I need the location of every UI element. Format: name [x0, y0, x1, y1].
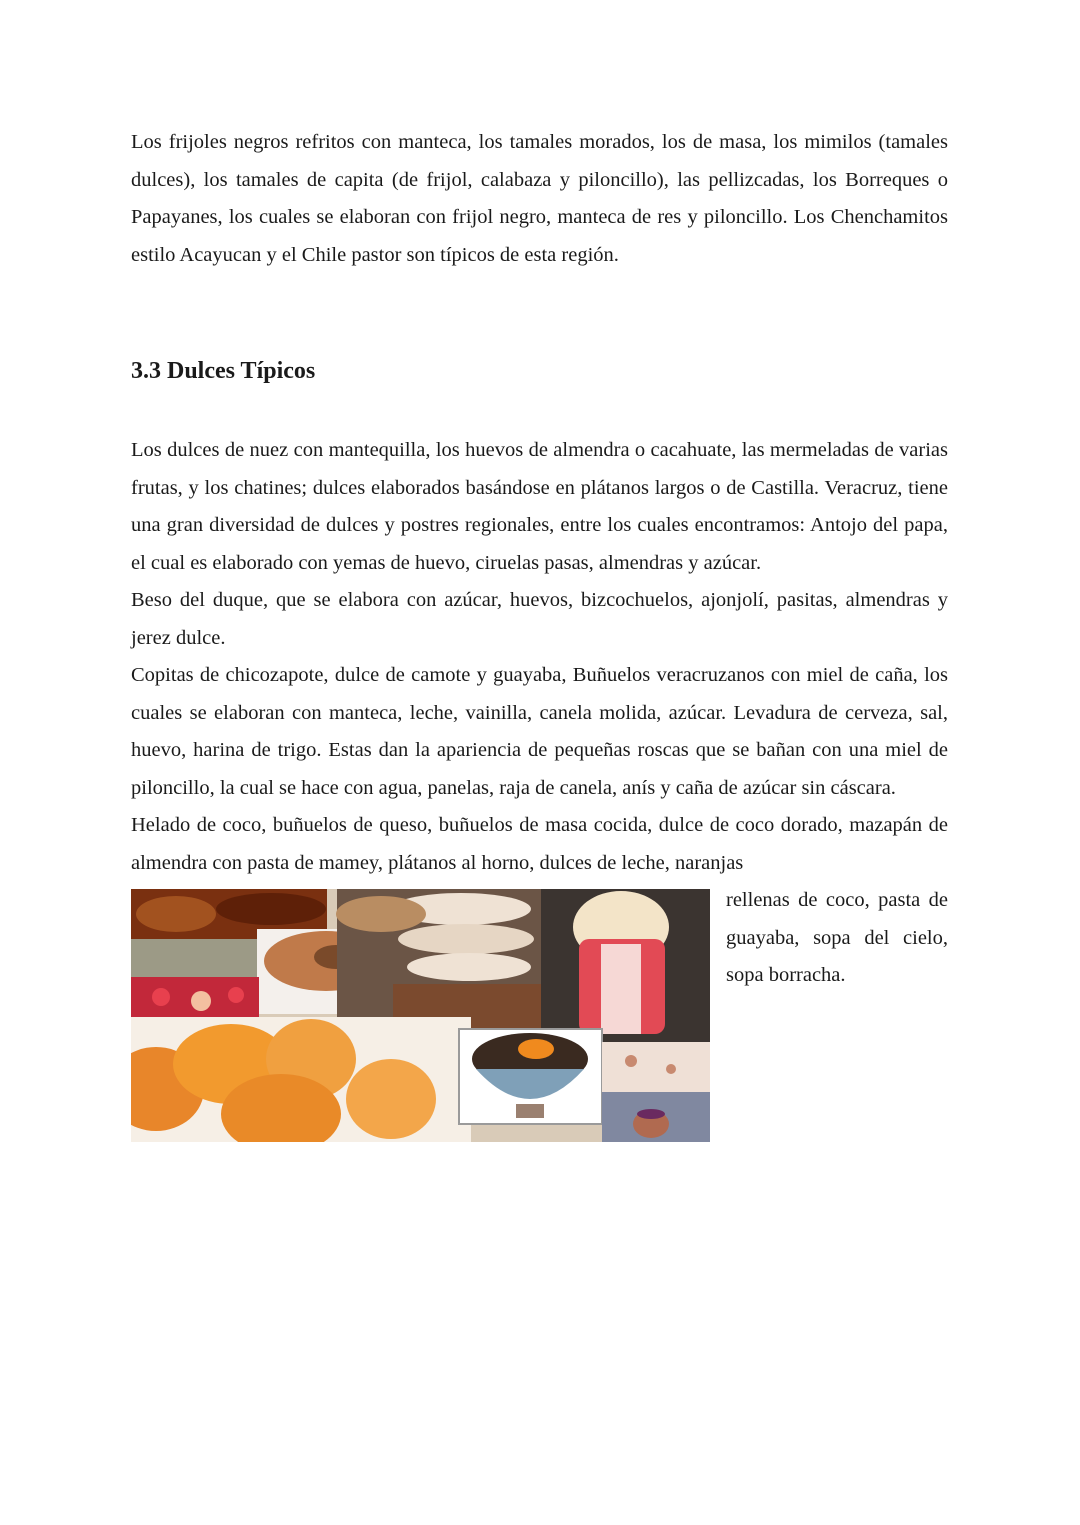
intro-paragraph: Los frijoles negros refritos con manteca, los tamales morados, los de masa, los mimilos (tamales dulces), los tamales de capita (de frijol, calabaza y piloncillo), las pellizcadas, los Borreques o Papayanes, los cuales se elaboran con frijol negro, manteca de res y piloncillo. Los Chenchamitos estilo Acayucan y el Chile pastor son típicos de esta región.: [131, 131, 948, 266]
rice-pudding-tile: [602, 1042, 710, 1092]
sweets-section: [131, 432, 948, 1142]
section-heading: 3.3 Dulces Típicos: [131, 358, 316, 384]
paragraph-beso-del-duque: Beso del duque, que se elabora con azúcar, huevos, bizcochuelos, ajonjolí, pasitas, almendras y jerez dulce.: [131, 589, 948, 649]
collage-graphic: [131, 889, 710, 1142]
paragraph-copitas-bunuelos: Copitas de chicozapote, dulce de camote y guayaba, Buñuelos veracruzanos con miel de caña, los cuales se elaboran con manteca, leche, vainilla, canela molida, azúcar. Levadura de cerveza, sal, huevo, harina de trigo. Estas dan la apariencia de pequeñas roscas que se bañan con una miel de piloncillo, la cual se hace con agua, panelas, raja de canela, anís y caña de azúcar sin cáscara.: [131, 664, 948, 799]
paragraph-helado-wrap: rellenas de coco, pasta de guayaba, sopa del cielo, sopa borracha.: [726, 889, 948, 986]
paragraph-helado-de-coco: [131, 807, 948, 995]
sweets-collage-image: [131, 889, 710, 1142]
paragraph-nuts-and-antojo: Los dulces de nuez con mantequilla, los huevos de almendra o cacahuate, las mermeladas de varias frutas, y los chatines; dulces elaborados basándose en plátanos largos o de Castilla. Veracruz, tiene una gran diversidad de dulces y postres regionales, entre los cuales encontramos: Antojo del papa, el cual es elaborado con yemas de huevo, ciruelas pasas, almendras y azúcar.: [131, 439, 948, 574]
paragraph-helado-lead: Helado de coco, buñuelos de queso, buñuelos de masa cocida, dulce de coco dorado, mazapán de almendra con pasta de mamey, plátanos al horno, dulces de leche, naranjas: [131, 814, 948, 874]
